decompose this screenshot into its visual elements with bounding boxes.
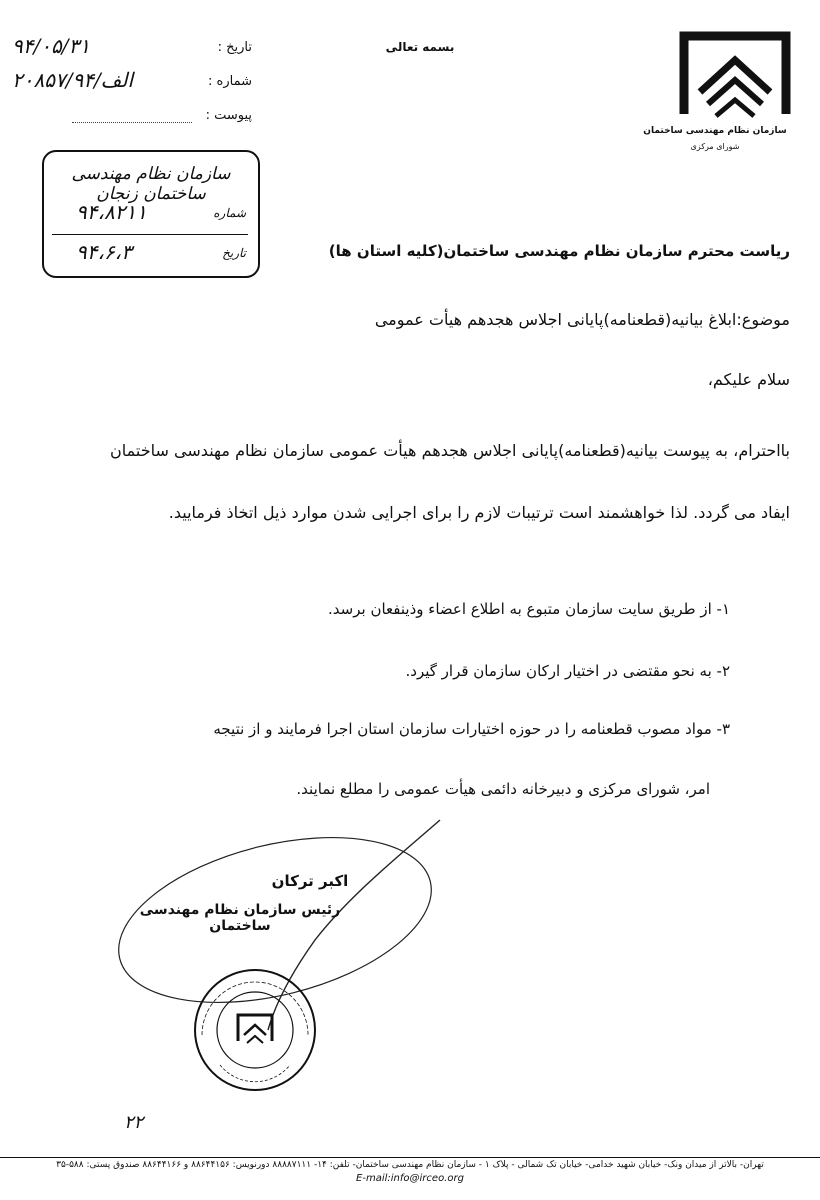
seal-emblem-icon xyxy=(238,1015,272,1043)
stamp-number-row xyxy=(50,200,250,230)
organization-subtitle: شورای مرکزی xyxy=(690,142,740,151)
list-item: ۲- به نحو مقتضی در اختیار ارکان سازمان قرار گیرد. xyxy=(405,662,730,680)
list-item: ۱- از طریق سایت سازمان متبوع به اطلاع اعضاء وذینفعان برسد. xyxy=(328,600,730,618)
page-number-mark: ۲۲ xyxy=(124,1112,144,1133)
footer-address: تهران- بالاتر از میدان ونک- خیابان شهید خدامی- خیابان تک شمالی - پلاک ۱ - سازمان نظام مهندسی ساختمان- تلفن: ۱۴- ۸۸۸۸۷۱۱۱ دورنویس: ۸۸۶۴۴۱۵۶ و ۸۸۶۴۴۱۶۶ صندوق پستی: ۵۸۸-۳۵ xyxy=(56,1160,764,1170)
greeting: سلام علیکم، xyxy=(707,370,790,389)
number-value: ۲۰۸۵۷/الف/۹۴ xyxy=(12,68,134,92)
number-row xyxy=(12,68,252,100)
stamp-date-label: تاریخ xyxy=(222,246,246,260)
footer-divider xyxy=(0,1157,820,1158)
attachment-dotted-line xyxy=(72,122,192,123)
body-paragraph: بااحترام، به پیوست بیانیه(قطعنامه)پایانی اجلاس هجدهم هیأت عمومی سازمان نظام مهندسی ساختمان ایفاد می گردد. لذا خواهشمند است ترتیبات لازم را برای اجرایی شدن موارد ذیل اتخاذ فرمایید. xyxy=(110,441,790,522)
stamp-number-value: ۹۴،۸۲۱۱ xyxy=(76,200,147,224)
recipient-line: ریاست محترم سازمان نظام مهندسی ساختمان(کلیه استان ها) xyxy=(328,242,790,260)
date-label: تاریخ : xyxy=(217,40,252,55)
signatory-name: اکبر ترکان xyxy=(271,872,349,890)
date-row xyxy=(12,34,252,66)
stamp-divider xyxy=(52,234,248,235)
list-item: ۳- مواد مصوب قطعنامه را در حوزه اختیارات سازمان استان اجرا فرمایند و از نتیجه xyxy=(213,720,730,738)
attachment-row xyxy=(12,108,252,134)
received-stamp xyxy=(42,150,260,278)
number-label: شماره : xyxy=(208,74,252,89)
stamp-date-row xyxy=(50,240,250,270)
bismillah-heading: بسمه تعالی xyxy=(385,40,455,54)
stamp-number-label: شماره xyxy=(213,206,246,220)
logo-emblem-icon xyxy=(660,20,800,130)
date-value: ۹۴/۰۵/۳۱ xyxy=(12,34,90,58)
footer-email: E-mail:info@irceo.org xyxy=(356,1173,464,1184)
stamp-title: سازمان نظام مهندسی ساختمان زنجان xyxy=(71,164,231,204)
attachment-label: پیوست : xyxy=(205,108,252,123)
organization-logo xyxy=(660,20,800,160)
list-item-continuation: امر، شورای مرکزی و دبیرخانه دائمی هیأت عمومی را مطلع نمایند. xyxy=(296,780,710,798)
subject-line: موضوع:ابلاغ بیانیه(قطعنامه)پایانی اجلاس هجدهم هیأت عمومی xyxy=(374,310,790,329)
signatory-title: رئیس سازمان نظام مهندسی ساختمان xyxy=(139,902,341,934)
official-seal xyxy=(190,965,320,1095)
stamp-date-value: ۹۴،۶،۳ xyxy=(76,240,132,264)
organization-name: سازمان نظام مهندسی ساختمان xyxy=(643,126,787,136)
